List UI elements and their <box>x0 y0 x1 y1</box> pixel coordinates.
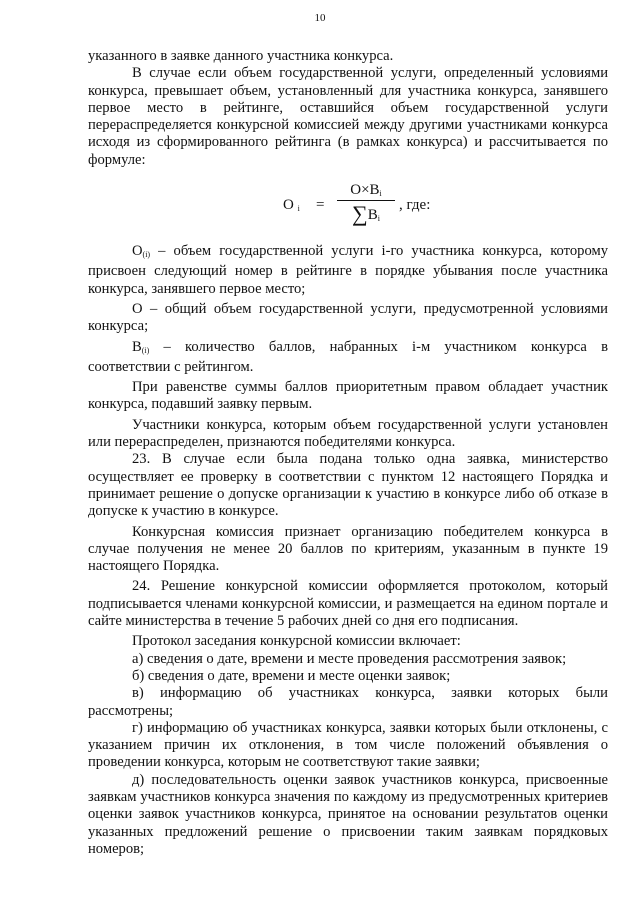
paragraph-equal-score: При равенстве суммы баллов приоритетным правом обладает участник конкурса, подавший заявку первым. <box>88 379 608 413</box>
list-item-b: б) сведения о дате, времени и месте оценки заявок; <box>132 667 451 684</box>
paragraph-redistribution: В случае если объем государственной услуги, определенный условиями конкурса, превышает объем, установленный для участника конкурса, занявшего первое место в рейтинге, оставшийся объем государственной услуги перераспределяется конкурсной комиссией между другими участниками конкурса исходя из сформированного рейтинга (в рамках конкурса) и рассчитывается по формуле: <box>88 65 608 168</box>
formula-equals: = <box>316 197 325 214</box>
list-item-v: в) информацию об участниках конкурса, заявки которых были рассмотрены; <box>88 685 608 719</box>
definition-o: О – общий объем государственной услуги, предусмотренной условиями конкурса; <box>88 300 608 335</box>
page-number: 10 <box>314 12 326 24</box>
formula-where: , где: <box>399 197 431 214</box>
paragraph-min-score: Конкурсная комиссия признает организацию победителем конкурса в случае получения не менее 20 баллов по критериям, указанным в пункте 19 настоящего Порядка. <box>88 523 608 575</box>
formula-numerator: $О\times В_i$ <box>350 182 382 199</box>
formula <box>283 181 483 233</box>
paragraph-24: 24. Решение конкурсной комиссии оформляется протоколом, который подписывается членами конкурсной комиссии, и размещается на едином портале и сайте министерства в течение 5 рабочих дней со дня его подписания. <box>88 578 608 630</box>
paragraph-winners: Участники конкурса, которым объем государственной услуги установлен или перераспределен, признаются победителями конкурса. <box>88 416 608 451</box>
paragraph-23: 23. В случае если была подана только одна заявка, министерство осуществляет ее проверку в соответствии с пунктом 12 настоящего Порядка и принимает решение о допуске организации к участию в конкурсе либо об отказе в допуске к участию в конкурсе. <box>88 451 608 520</box>
formula-lhs: О $_i$ <box>283 197 300 214</box>
formula-denominator: $\sum В_i$ <box>352 201 380 227</box>
list-item-a: а) сведения о дате, времени и месте проведения рассмотрения заявок; <box>132 650 567 667</box>
definition-oi: $О_{(i)}$ – объем государственной услуги i-го участника конкурса, которому присвоен следующий номер в рейтинге в порядке убывания после участника конкурса, занявшего первое место; <box>88 243 608 297</box>
document-body <box>88 48 608 858</box>
paragraph-continuation: указанного в заявке данного участника конкурса. <box>88 48 394 64</box>
paragraph-protocol-includes: Протокол заседания конкурсной комиссии включает: <box>132 633 461 650</box>
sigma-symbol: ∑ <box>352 201 368 227</box>
definition-bi: $В_{(i)}$ – количество баллов, набранных i-м участником конкурса в соответствии с рейтингом. <box>88 338 608 375</box>
formula-block <box>88 169 608 243</box>
list-item-g: г) информацию об участниках конкурса, заявки которых были отклонены, с указанием причин их отклонения, в том числе положений объявления о проведении конкурса, которым не соответствуют такие заявки; <box>88 719 608 771</box>
formula-fraction <box>335 181 397 227</box>
list-item-d: д) последовательность оценки заявок участников конкурса, присвоенные заявкам участников конкурса значения по каждому из предусмотренных критериев оценки заявок участников конкурса, принятое на основании результатов оценки указанных предложений решение о присвоении таким заявкам порядковых номеров; <box>88 771 608 857</box>
